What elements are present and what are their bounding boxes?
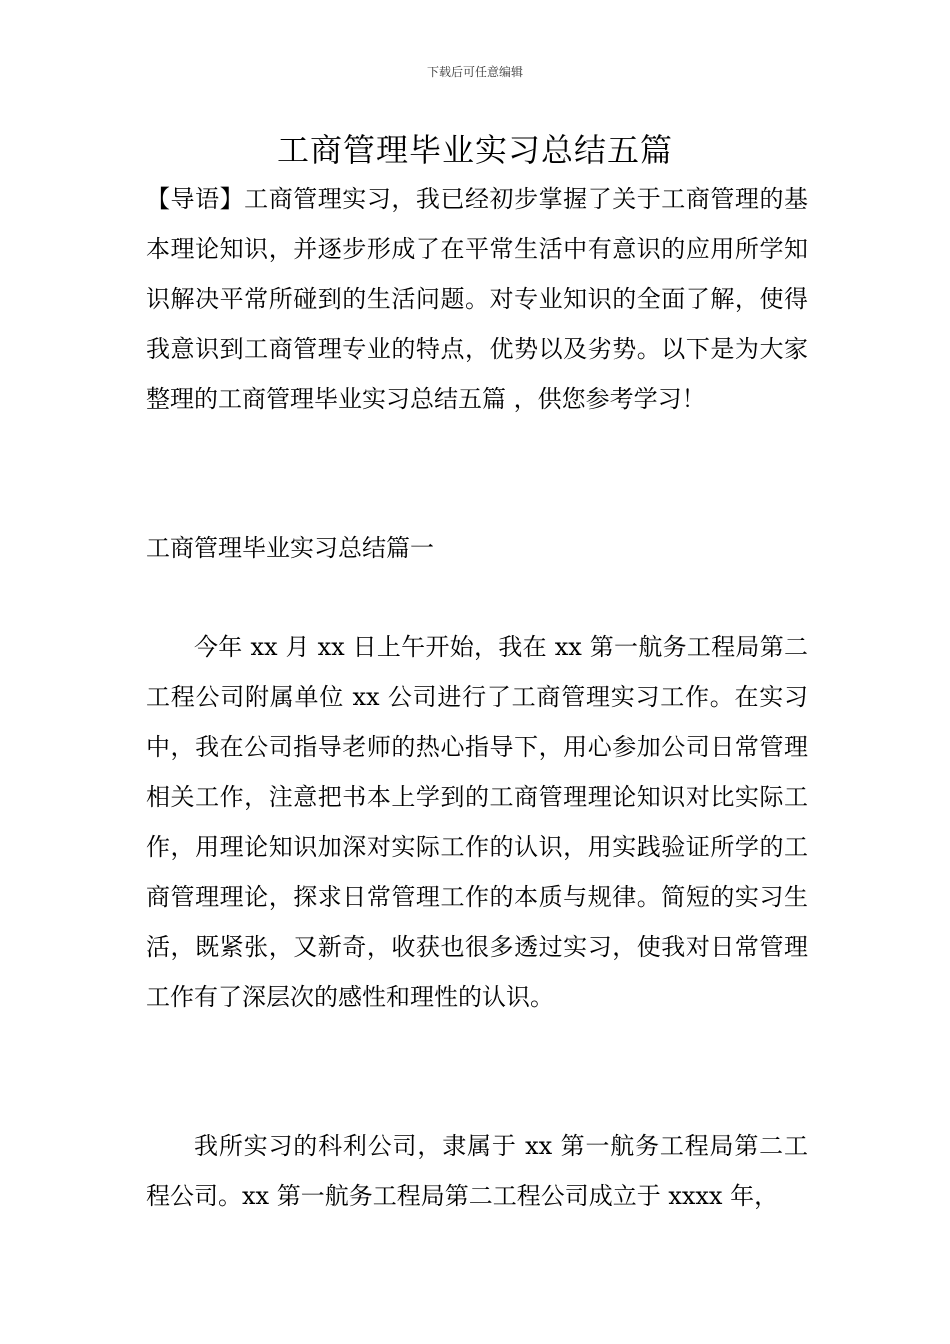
- section-heading: 工商管理毕业实习总结篇一: [146, 534, 434, 562]
- page-header-note: 下载后可任意编辑: [426, 65, 523, 79]
- intro-paragraph: 【导语】工商管理实习，我已经初步掌握了关于工商管理的基本理论知识，并逐步形成了在平常生活中有意识的应用所学知识解决平常所碰到的生活问题。对专业知识的全面了解，使得我意识到工商管理专业的特点，优势以及劣势。以下是为大家整理的工商管理毕业实习总结五篇 ，供您参考学习！: [146, 185, 808, 413]
- document-title: 工商管理毕业实习总结五篇: [276, 131, 673, 169]
- body-paragraph-1: 今年 xx 月 xx 日上午开始，我在 xx 第一航务工程局第二工程公司附属单位 xx 公司进行了工商管理实习工作。在实习中，我在公司指导老师的热心指导下，用心参加公司日常管理相关工作，注意把书本上学到的工商管理理论知识对比实际工作，用理论知识加深对实际工作的认识，用实践验证所学的工商管理理论，探求日常管理工作的本质与规律。简短的实习生活，既紧张，又新奇，收获也很多透过实习，使我对日常管理工作有了深层次的感性和理性的认识。: [146, 633, 808, 1011]
- body-paragraph-2: 我所实习的科利公司，隶属于 xx 第一航务工程局第二工程公司。xx 第一航务工程局第二工程公司成立于 xxxx 年，: [146, 1132, 808, 1210]
